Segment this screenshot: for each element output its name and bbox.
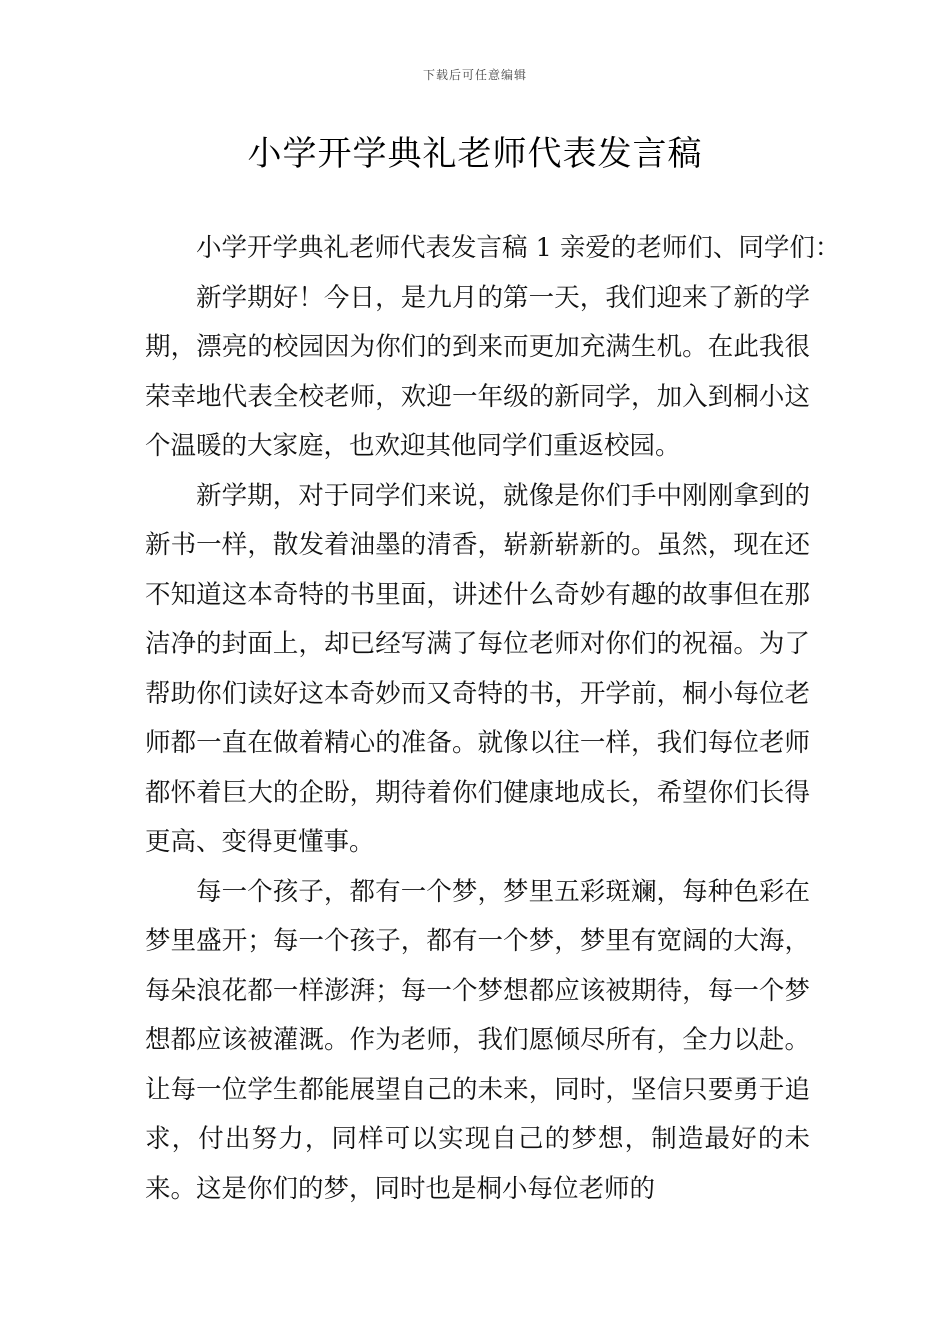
header-note: 下载后可任意编辑 xyxy=(422,68,527,82)
paragraph-4: 每一个孩子，都有一个梦，梦里五彩斑斓，每种色彩在梦里盛开；每一个孩子，都有一个梦，梦里有宽阔的大海，每朵浪花都一样澎湃；每一个梦想都应该被期待，每一个梦想都应该被灌溉。作为老师，我们愿倾尽所有，全力以赴。让每一位学生都能展望自己的未来，同时，坚信只要勇于追求，付出努力，同样可以实现自己的梦想，制造最好的未来。这是你们的梦，同时也是桐小每位老师的 xyxy=(145,876,810,1204)
document-body xyxy=(145,224,841,1214)
paragraph-1: 小学开学典礼老师代表发言稿 1 亲爱的老师们、同学们： xyxy=(196,233,841,263)
paragraph-2: 新学期好！今日，是九月的第一天，我们迎来了新的学期，漂亮的校园因为你们的到来而更加充满生机。在此我很荣幸地代表全校老师，欢迎一年级的新同学，加入到桐小这个温暖的大家庭，也欢迎其他同学们重返校园。 xyxy=(145,282,810,461)
document-title: 小学开学典礼老师代表发言稿 xyxy=(247,134,703,174)
paragraph-3: 新学期，对于同学们来说，就像是你们手中刚刚拿到的新书一样，散发着油墨的清香，崭新崭新的。虽然，现在还不知道这本奇特的书里面，讲述什么奇妙有趣的故事但在那洁净的封面上，却已经写满了每位老师对你们的祝福。为了帮助你们读好这本奇妙而又奇特的书，开学前，桐小每位老师都一直在做着精心的准备。就像以往一样，我们每位老师都怀着巨大的企盼，期待着你们健康地成长，希望你们长得更高、变得更懂事。 xyxy=(145,480,810,857)
